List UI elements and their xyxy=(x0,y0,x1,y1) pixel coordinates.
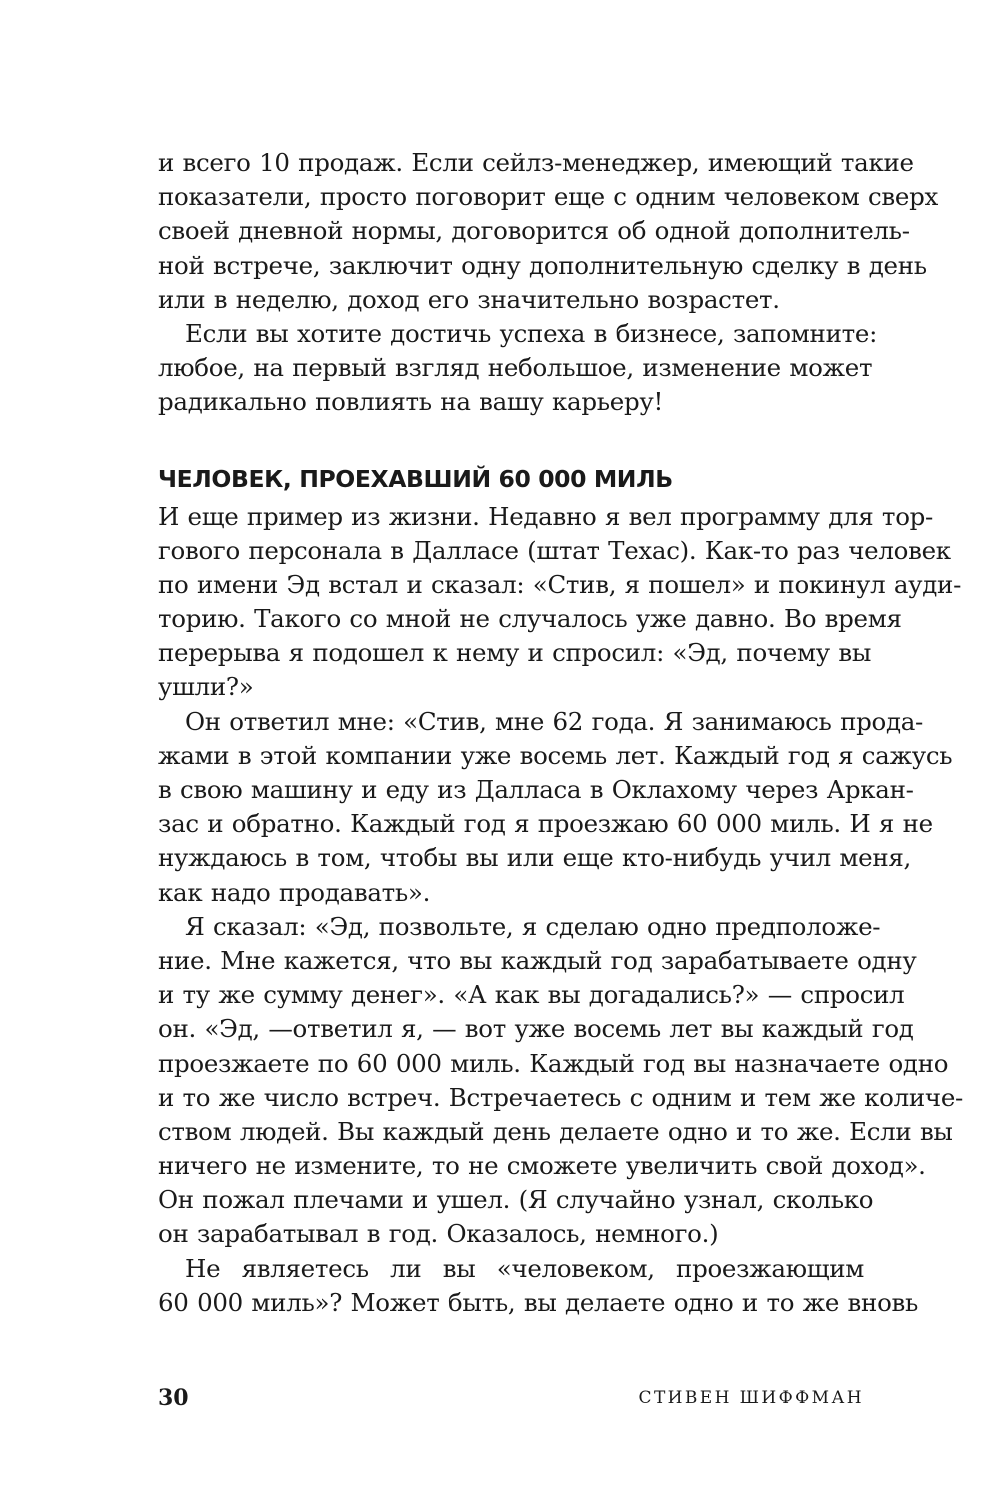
spacer xyxy=(158,420,864,460)
text-line: проезжаете по 60 000 миль. Каждый год вы назначаете одно xyxy=(158,1048,949,1078)
text-line: зас и обратно. Каждый год я проезжаю 60 000 миль. И я не xyxy=(158,809,933,839)
paragraph xyxy=(158,500,962,705)
page-number: 30 xyxy=(158,1385,189,1411)
text-line: Я сказал: «Эд, позвольте, я сделаю одно предположе- xyxy=(185,911,881,941)
text-line: ние. Мне кажется, что вы каждый год зарабатываете одну xyxy=(158,945,917,975)
text-line: в свою машину и еду из Далласа в Оклахому через Аркан- xyxy=(158,775,914,804)
paragraph xyxy=(158,705,953,910)
text-line: ной встрече, заключит одну дополнительную сделку в день xyxy=(158,250,927,280)
paragraph xyxy=(158,317,878,420)
text-line: Он ответил мне: «Стив, мне 62 года. Я занимаюсь прода- xyxy=(185,706,924,736)
text-line: 60 000 миль»? Может быть, вы делаете одно и то же вновь xyxy=(158,1287,919,1317)
text-line: Он пожал плечами и ушел. (Я случайно узнал, сколько xyxy=(158,1185,874,1215)
page-footer xyxy=(158,1380,864,1416)
text-line: ством людей. Вы каждый день делаете одно и то же. Если вы xyxy=(158,1116,953,1146)
text-line: ушли?» xyxy=(158,672,254,702)
text-line: по имени Эд встал и сказал: «Стив, я пошел» и покинул ауди- xyxy=(158,569,962,599)
text-line: торию. Такого со мной не случалось уже давно. Во время xyxy=(158,604,902,634)
text-line: показатели, просто поговорит еще с одним человеком сверх xyxy=(158,182,938,212)
text-line: жами в этой компании уже восемь лет. Каждый год я сажусь xyxy=(158,740,953,770)
text-line: перерыва я подошел к нему и спросил: «Эд, почему вы xyxy=(158,638,872,668)
text-line: гового персонала в Далласе (штат Техас). Как-то раз человек xyxy=(158,535,951,565)
text-line: и всего 10 продаж. Если сейлз-менеджер, имеющий такие xyxy=(158,148,914,177)
running-author: СТИВЕН ШИФФМАН xyxy=(638,1388,864,1408)
text-line: и то же число встреч. Встречаетесь с одним и тем же количе- xyxy=(158,1082,963,1112)
text-line: радикально повлиять на вашу карьеру! xyxy=(158,387,663,417)
paragraph xyxy=(158,1252,919,1320)
text-line: Если вы хотите достичь успеха в бизнесе, запомните: xyxy=(185,318,878,348)
text-line: ничего не измените, то не сможете увеличить свой доход». xyxy=(158,1151,926,1181)
text-line: или в неделю, доход его значительно возрастет. xyxy=(158,284,780,314)
text-line: любое, на первый взгляд небольшое, изменение может xyxy=(158,353,873,383)
text-line: как надо продавать». xyxy=(158,877,431,907)
paragraph xyxy=(158,910,963,1252)
section-heading: ЧЕЛОВЕК, ПРОЕХАВШИЙ 60 000 МИЛЬ xyxy=(158,464,673,493)
text-line: он. «Эд, —ответил я, — вот уже восемь лет вы каждый год xyxy=(158,1014,914,1044)
text-line: он зарабатывал в год. Оказалось, немного.) xyxy=(158,1219,719,1249)
text-line: своей дневной нормы, договорится об одной дополнитель- xyxy=(158,216,910,246)
paragraph xyxy=(158,146,938,317)
page-body xyxy=(158,146,963,1320)
text-line: нуждаюсь в том, чтобы вы или еще кто-нибудь учил меня, xyxy=(158,843,912,873)
text-line: Не являетесь ли вы «человеком, проезжающим xyxy=(185,1253,864,1283)
text-line: и ту же сумму денег». «А как вы догадались?» — спросил xyxy=(158,980,905,1010)
text-line: И еще пример из жизни. Недавно я вел программу для тор- xyxy=(158,501,934,531)
